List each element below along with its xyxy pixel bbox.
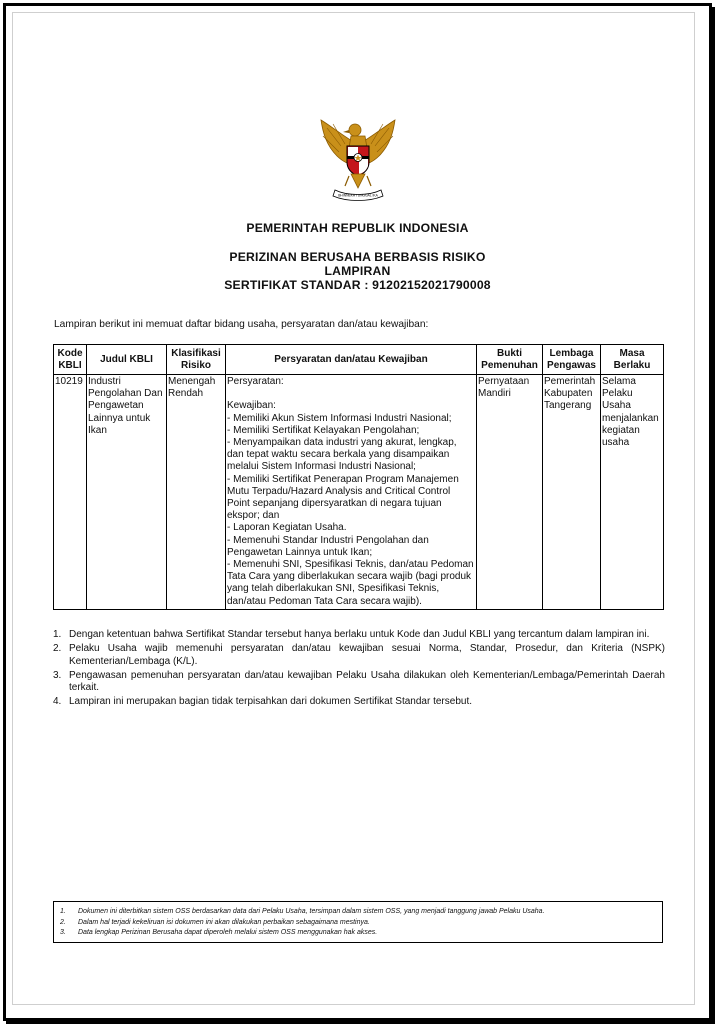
note-text: Pengawasan pemenuhan persyaratan dan/atau kewajiban Pelaku Usaha dilakukan oleh Kementerian/Lembaga/Pemerintah Daerah terkait.	[69, 669, 665, 694]
col-kode-kbli: Kode KBLI	[54, 345, 87, 375]
cell-kode: 10219	[54, 375, 87, 610]
col-judul-kbli: Judul KBLI	[87, 345, 167, 375]
footer-text: Dokumen ini diterbitkan sistem OSS berdasarkan data dari Pelaku Usaha, tersimpan dalam sistem OSS, yang menjadi tanggung jawab Pelaku Usaha.	[78, 908, 545, 915]
note-number: 2.	[53, 643, 62, 655]
col-lembaga-pengawas: Lembaga Pengawas	[543, 345, 601, 375]
footer-item	[60, 907, 662, 918]
kbli-table	[53, 344, 664, 610]
note-number: 1.	[53, 629, 62, 640]
cell-persyaratan: Persyaratan: Kewajiban: - Memiliki Akun Sistem Informasi Industri Nasional; - Memiliki Sertifikat Kelayakan Pengolahan; - Menyampaikan data industri yang akurat, lengkap, dan tepat waktu secara berkala yang disampaikan melalui Sistem Informasi Industri Nasional; - Memiliki Sertifikat Penerapan Program Manajemen Mutu Terpadu/Hazard Analysis and Critical Control Point sepanjang dipersyaratkan di negara tujuan ekspor; dan - Laporan Kegiatan Usaha. - Memenuhi Standar Industri Pengolahan dan Pengawetan Lainnya untuk Ikan; - Memenuhi SNI, Spesifikasi Teknis, dan/atau Pedoman Tata Cara yang diberlakukan secara wajib (bagi produk yang telah diberlakukan SNI, Spesifikasi Teknis, dan/atau Pedoman Tata Cara secara wajib).	[226, 375, 477, 610]
col-klasifikasi-risiko: Klasifikasi Risiko	[167, 345, 226, 375]
list-item	[53, 629, 665, 641]
footer-number: 3.	[60, 929, 66, 936]
footer-disclaimer-box	[53, 901, 663, 943]
cell-masa: Selama Pelaku Usaha menjalankan kegiatan usaha	[601, 375, 664, 610]
footer-number: 1.	[60, 908, 66, 915]
footer-item	[60, 928, 662, 939]
attachment-title: LAMPIRAN	[324, 264, 391, 278]
list-item	[53, 670, 665, 695]
footer-item	[60, 918, 662, 929]
table-row	[54, 375, 664, 610]
notes-list	[53, 629, 665, 711]
motto-text: BHINNEKA TUNGGAL IKA	[338, 193, 378, 198]
cell-bukti: Pernyataan Mandiri	[477, 375, 543, 610]
list-item	[53, 643, 665, 668]
col-bukti-pemenuhan: Bukti Pemenuhan	[477, 345, 543, 375]
cell-klasifikasi: Menengah Rendah	[167, 375, 226, 610]
note-number: 3.	[53, 669, 62, 681]
note-text: Pelaku Usaha wajib memenuhi persyaratan dan/atau kewajiban sesuai Norma, Standar, Prosedur, dan Kriteria (NSPK) Kementerian/Lembaga (K/L).	[69, 643, 665, 667]
note-number: 4.	[53, 696, 62, 708]
permit-title: PERIZINAN BERUSAHA BERBASIS RISIKO	[229, 250, 486, 264]
list-item	[53, 696, 665, 708]
note-text: Lampiran ini merupakan bagian tidak terpisahkan dari dokumen Sertifikat Standar tersebut.	[69, 696, 473, 708]
cell-lembaga: Pemerintah Kabupaten Tangerang	[543, 375, 601, 610]
col-persyaratan: Persyaratan dan/atau Kewajiban	[226, 345, 477, 375]
intro-text: Lampiran berikut ini memuat daftar bidang usaha, persyaratan dan/atau kewajiban:	[54, 319, 429, 330]
certificate-number: SERTIFIKAT STANDAR : 91202152021790008	[224, 278, 491, 292]
table-header-row	[54, 345, 664, 375]
footer-number: 2.	[60, 918, 66, 926]
cell-judul: Industri Pengolahan Dan Pengawetan Lainnya untuk Ikan	[87, 375, 167, 610]
garuda-emblem-icon	[313, 116, 403, 204]
footer-text: Data lengkap Perizinan Berusaha dapat diperoleh melalui sistem OSS menggunakan hak akses.	[78, 929, 378, 936]
note-text: Dengan ketentuan bahwa Sertifikat Standar tersebut hanya berlaku untuk Kode dan Judul KBLI yang tercantum dalam lampiran ini.	[69, 629, 650, 640]
government-title: PEMERINTAH REPUBLIK INDONESIA	[246, 221, 469, 235]
footer-text: Dalam hal terjadi kekeliruan isi dokumen ini akan dilakukan perbaikan sebagaimana mestinya.	[78, 918, 370, 926]
col-masa-berlaku: Masa Berlaku	[601, 345, 664, 375]
